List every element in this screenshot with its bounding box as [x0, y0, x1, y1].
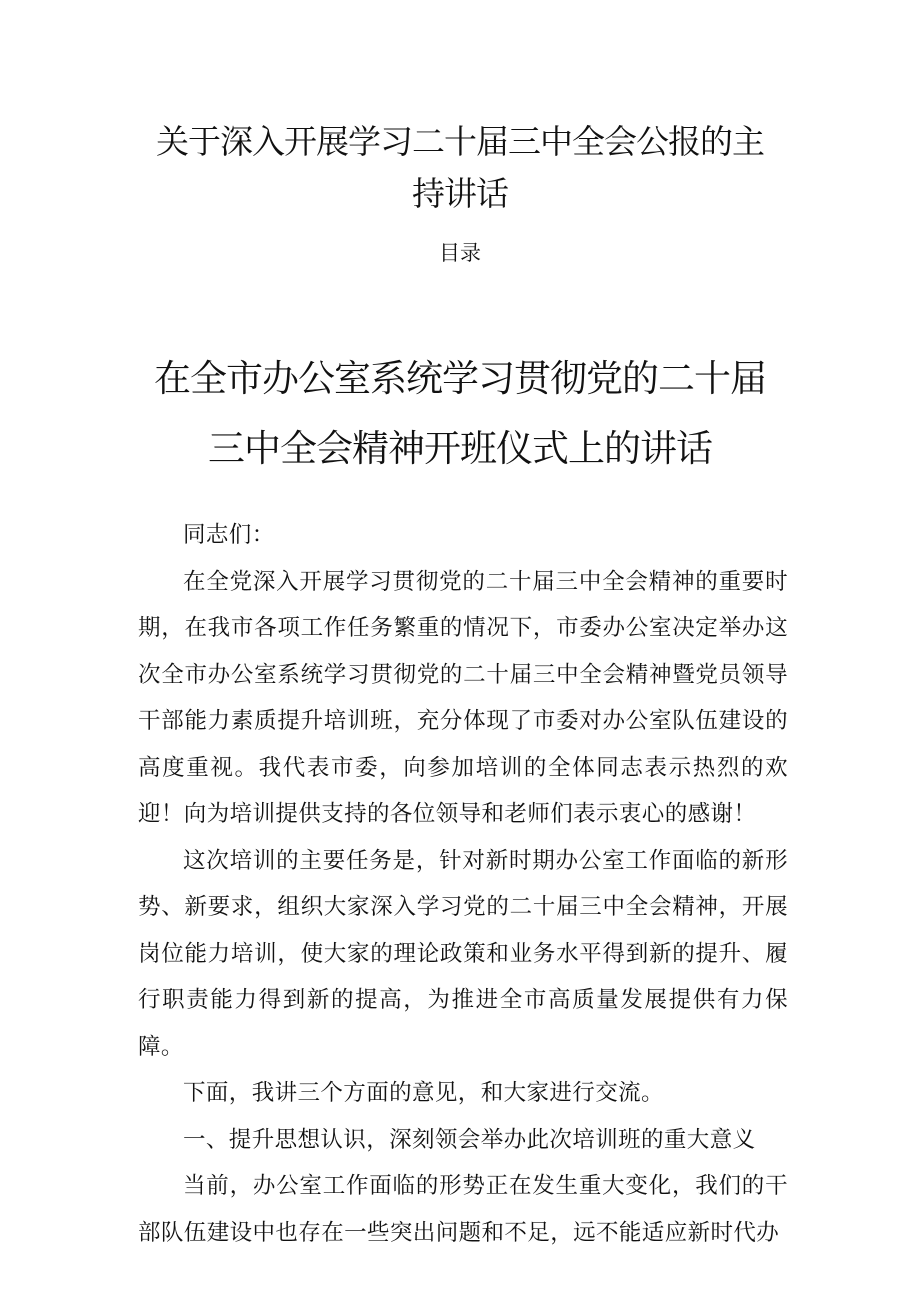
body-paragraph: 下面，我讲三个方面的意见，和大家进行交流。	[183, 1080, 664, 1106]
toc-label: 目录	[439, 241, 481, 265]
salutation-paragraph: 同志们：	[183, 522, 275, 548]
body-paragraph: 这次培训的主要任务是，针对新时期办公室工作面临的新形势、新要求，组织大家深入学习党的二十届三中全会精神，开展岗位能力培训，使大家的理论政策和业务水平得到新的提升、履行职责能力得到新的提高，为推进全市高质量发展提供有力保障。	[138, 847, 788, 1060]
body-paragraph: 当前，办公室工作面临的形势正在发生重大变化，我们的干部队伍建设中也存在一些突出问题和不足，远不能适应新时代办	[138, 1173, 788, 1246]
document-title: 关于深入开展学习二十届三中全会公报的主持讲话	[156, 122, 764, 213]
section-heading: 一、提升思想认识，深刻领会举办此次培训班的重大意义	[183, 1126, 756, 1153]
speech-body	[138, 512, 788, 1256]
body-paragraph: 在全党深入开展学习贯彻党的二十届三中全会精神的重要时期，在我市各项工作任务繁重的情况下，市委办公室决定举办这次全市办公室系统学习贯彻党的二十届三中全会精神暨党员领导干部能力素质提升培训班，充分体现了市委对办公室队伍建设的高度重视。我代表市委，向参加培训的全体同志表示热烈的欢迎！向为培训提供支持的各位领导和老师们表示衷心的感谢！	[138, 568, 788, 827]
speech-title: 在全市办公室系统学习贯彻党的二十届三中全会精神开班仪式上的讲话	[154, 357, 766, 470]
